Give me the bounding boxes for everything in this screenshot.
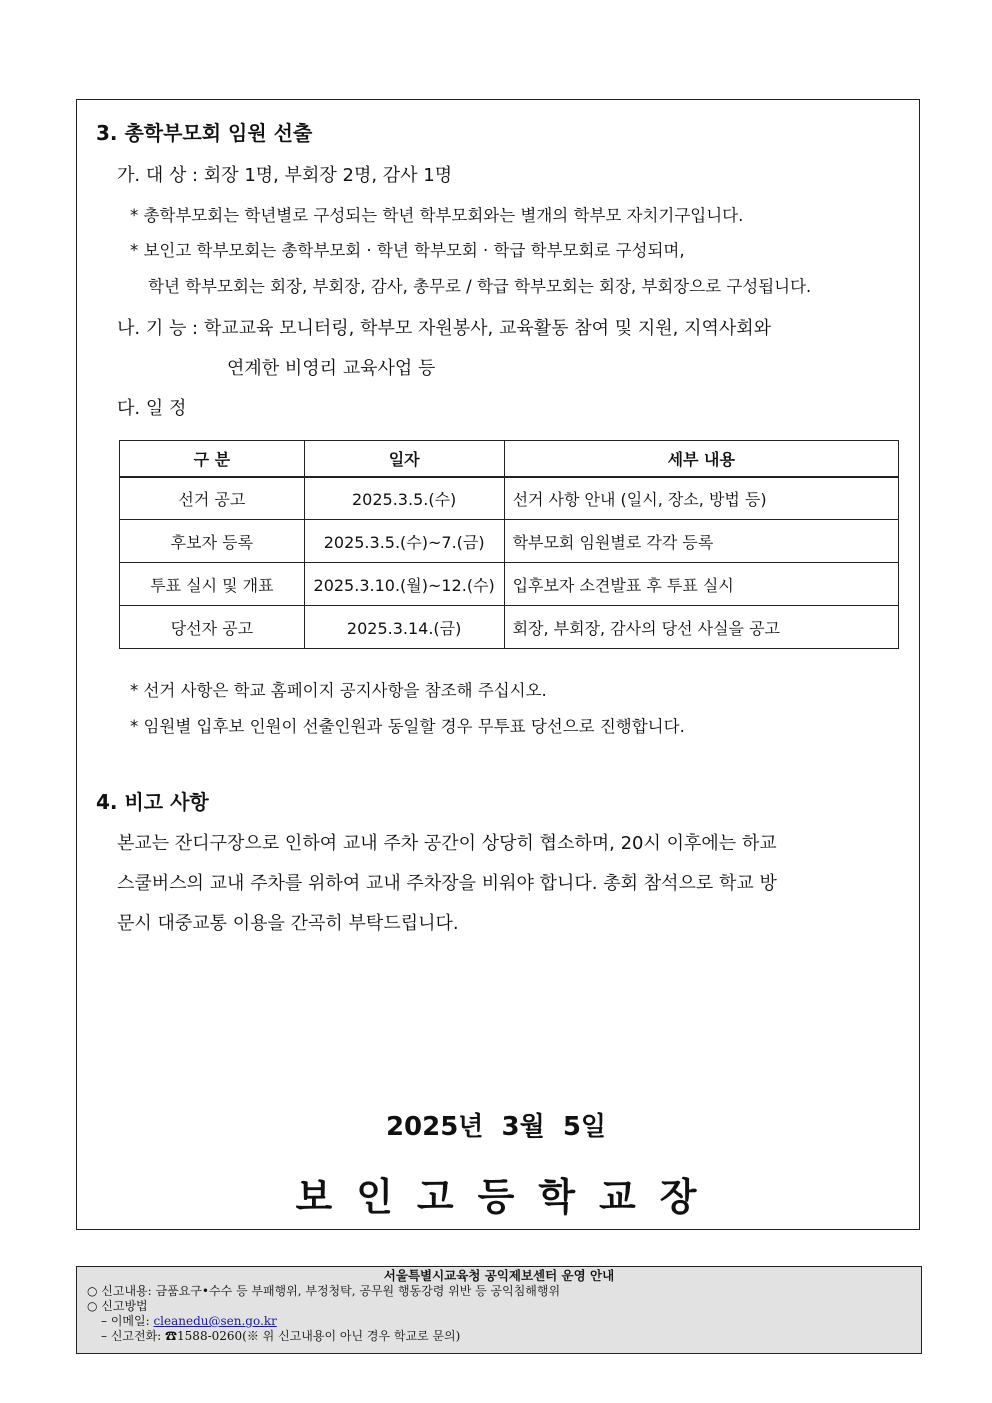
table-header-cell: 일자 bbox=[304, 441, 504, 477]
note-line: * 선거 사항은 학교 홈페이지 공지사항을 참조해 주십시오. bbox=[130, 681, 547, 700]
note-line: 학년 학부모회는 회장, 부회장, 감사, 총무로 / 학급 학부모회는 회장, 부회장으로 구성됩니다. bbox=[148, 277, 812, 296]
table-cell: 투표 실시 및 개표 bbox=[120, 563, 305, 606]
table-row bbox=[120, 520, 899, 563]
table-row bbox=[120, 606, 899, 649]
schedule-table bbox=[119, 440, 899, 649]
section3-title: 3. 총학부모회 임원 선출 bbox=[96, 121, 313, 145]
target-line: 가. 대 상 : 회장 1명, 부회장 2명, 감사 1명 bbox=[117, 165, 453, 186]
function-line-cont: 연계한 비영리 교육사업 등 bbox=[227, 358, 436, 379]
table-cell: 학부모회 임원별로 각각 등록 bbox=[504, 520, 898, 563]
notice-title: 서울특별시교육청 공익제보센터 운영 안내 bbox=[383, 1268, 615, 1283]
note-line: * 임원별 입후보 인원이 선출인원과 동일할 경우 무투표 당선으로 진행합니다. bbox=[130, 717, 685, 736]
notice-item: ○ 신고내용: 금품요구•수수 등 부패행위, 부정청탁, 공무원 행동강령 위반 등 공익침해행위 bbox=[87, 1284, 561, 1298]
table-row bbox=[120, 563, 899, 606]
table-cell: 2025.3.5.(수) bbox=[304, 477, 504, 520]
note-line: * 총학부모회는 학년별로 구성되는 학년 학부모회와는 별개의 학부모 자치기구입니다. bbox=[130, 206, 744, 225]
email-link[interactable]: cleanedu@sen.go.kr bbox=[153, 1314, 277, 1328]
table-cell: 후보자 등록 bbox=[120, 520, 305, 563]
table-cell: 입후보자 소견발표 후 투표 실시 bbox=[504, 563, 898, 606]
principal-signature: 보인고등학교장 bbox=[295, 1175, 721, 1219]
table-row bbox=[120, 477, 899, 520]
table-cell: 선거 사항 안내 (일시, 장소, 방법 등) bbox=[504, 477, 898, 520]
table-cell: 2025.3.10.(월)~12.(수) bbox=[304, 563, 504, 606]
table-cell: 선거 공고 bbox=[120, 477, 305, 520]
notice-phone-row: – 신고전화: ☎1588-0260(※ 위 신고내용이 아닌 경우 학교로 문의) bbox=[101, 1329, 461, 1343]
notice-email-row bbox=[77, 1314, 921, 1329]
email-label: – 이메일: bbox=[101, 1314, 154, 1328]
document-frame bbox=[76, 99, 920, 1230]
section4-title: 4. 비고 사항 bbox=[96, 790, 209, 814]
table-cell: 2025.3.14.(금) bbox=[304, 606, 504, 649]
remarks-line: 본교는 잔디구장으로 인하여 교내 주차 공간이 상당히 협소하며, 20시 이후에는 하교 bbox=[117, 833, 777, 854]
table-cell: 회장, 부회장, 감사의 당선 사실을 공고 bbox=[504, 606, 898, 649]
table-header-cell: 세부 내용 bbox=[504, 441, 898, 477]
whistleblower-notice bbox=[76, 1266, 922, 1354]
function-line: 나. 기 능 : 학교교육 모니터링, 학부모 자원봉사, 교육활동 참여 및 지원, 지역사회와 bbox=[117, 318, 772, 339]
note-line: * 보인고 학부모회는 총학부모회 · 학년 학부모회 · 학급 학부모회로 구성되며, bbox=[130, 241, 685, 260]
table-header-cell: 구 분 bbox=[120, 441, 305, 477]
remarks-line: 문시 대중교통 이용을 간곡히 부탁드립니다. bbox=[117, 913, 459, 934]
table-header-row bbox=[120, 441, 899, 477]
table-cell: 2025.3.5.(수)~7.(금) bbox=[304, 520, 504, 563]
document-date: 2025년 3월 5일 bbox=[385, 1112, 607, 1142]
remarks-line: 스쿨버스의 교내 주차를 위하여 교내 주차장을 비워야 합니다. 총회 참석으로 학교 방 bbox=[117, 873, 777, 894]
schedule-heading: 다. 일 정 bbox=[117, 398, 187, 419]
table-cell: 당선자 공고 bbox=[120, 606, 305, 649]
notice-item: ○ 신고방법 bbox=[87, 1299, 148, 1313]
